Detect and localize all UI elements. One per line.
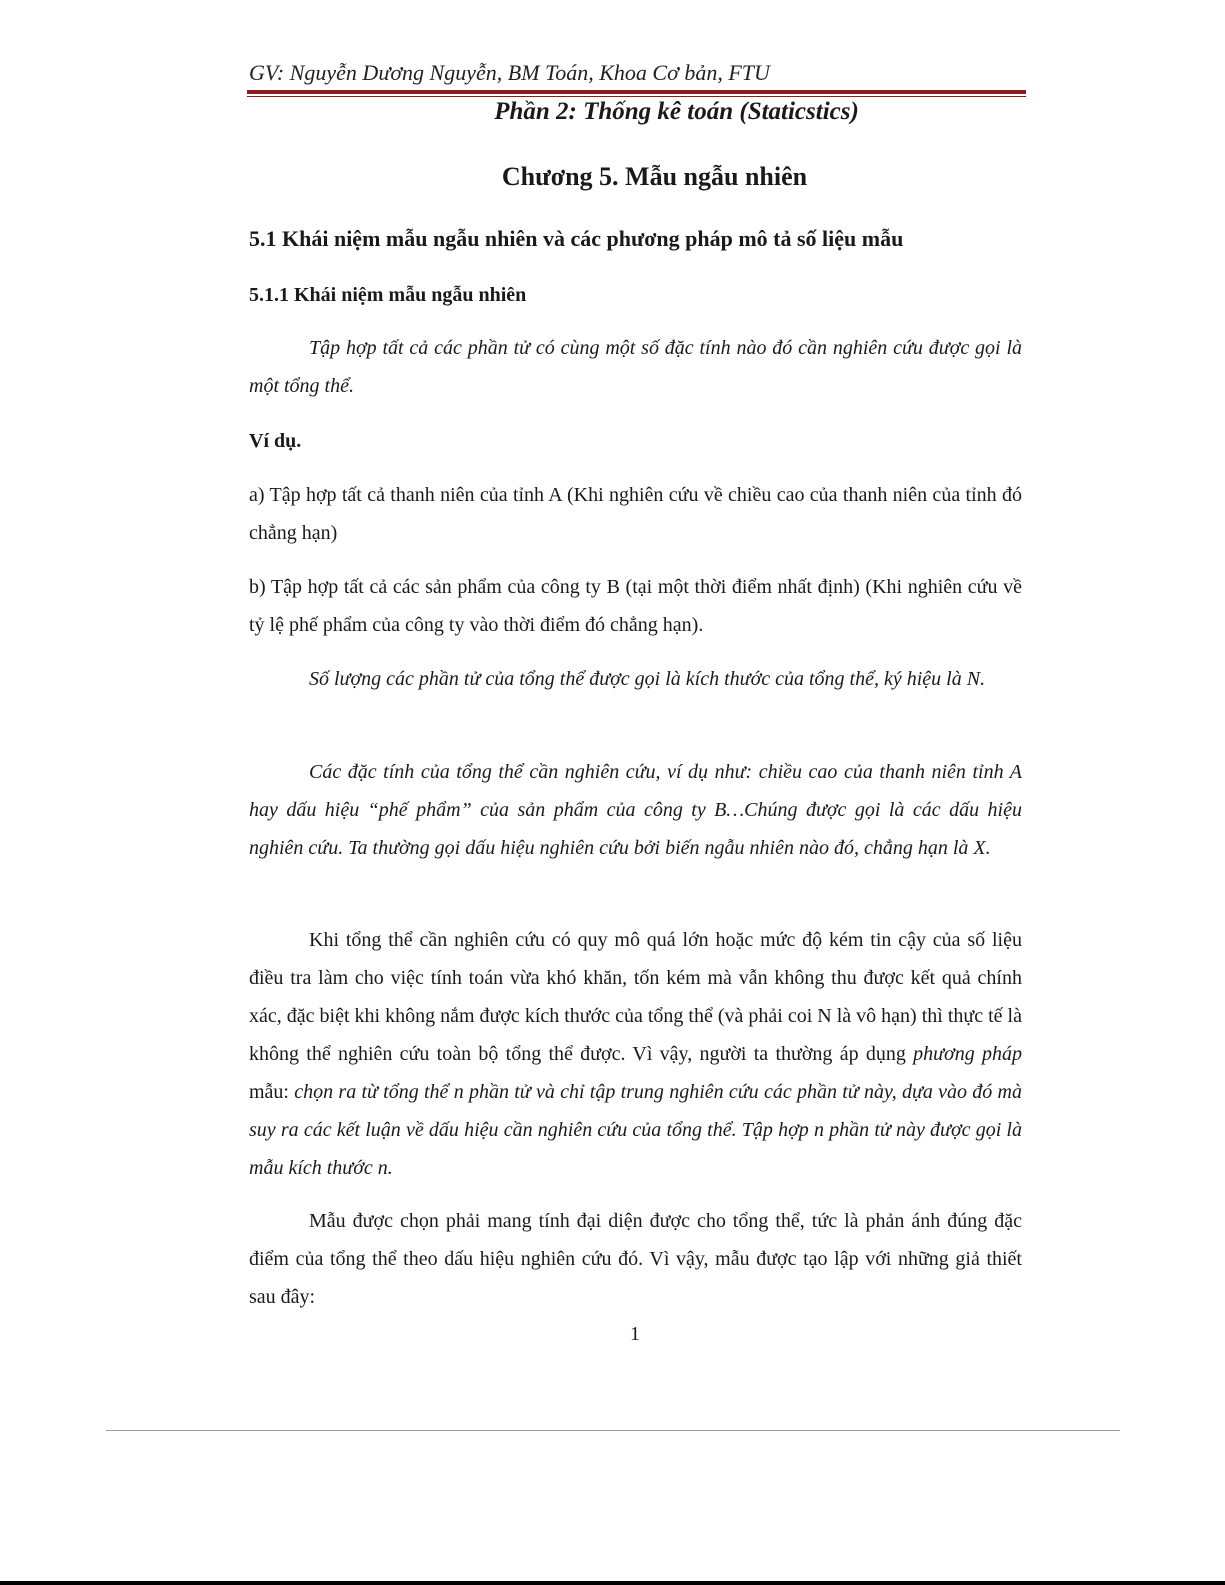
sampling-text-part-1: Khi tổng thể cần nghiên cứu có quy mô quá lớn hoặc mức độ kém tin cậy của số liệu điều tra làm cho việc tính toán vừa khó khăn, tốn kém mà vẫn không thu được kết quả chính xác, đặc biệt khi không nắm được kích thước của tổng thể (và phải coi N là vô hạn) thì thực tế là không thể nghiên cứu toàn bộ tổng thể được. Vì vậy, người ta thường áp dụng (249, 929, 1022, 1065)
example-label: Ví dụ. (249, 430, 302, 452)
paragraph-definition-population: Tập hợp tất cả các phần tử có cùng một số đặc tính nào đó cần nghiên cứu được gọi là một tổng thể. (249, 337, 1022, 397)
paragraph-example-b: b) Tập hợp tất cả các sản phẩm của công ty B (tại một thời điểm nhất định) (Khi nghiên cứu về tỷ lệ phế phẩm của công ty vào thời điểm đó chẳng hạn). (249, 576, 1022, 636)
sampling-text-part-4: chọn ra từ tổng thể n phần tử và chỉ tập trung nghiên cứu các phần tử này, dựa vào đó mà suy ra các kết luận về dấu hiệu cần nghiên cứu của tổng thể. Tập hợp n phần tử này được gọi là mẫu kích thước n. (249, 1081, 1022, 1179)
header-author-line: GV: Nguyễn Dương Nguyễn, BM Toán, Khoa Cơ bản, FTU (249, 60, 770, 85)
subsection-title: 5.1.1 Khái niệm mẫu ngẫu nhiên (249, 284, 527, 306)
bottom-edge-bar (0, 1581, 1225, 1585)
paragraph-population-size: Số lượng các phần tử của tổng thể được gọi là kích thước của tổng thể, ký hiệu là N. (309, 668, 986, 690)
header-rule-thin (247, 96, 1026, 97)
part-title: Phần 2: Thống kê toán (Staticstics) (494, 98, 859, 125)
header-rule (247, 90, 1026, 94)
paragraph-research-characteristics: Các đặc tính của tổng thể cần nghiên cứu, ví dụ như: chiều cao của thanh niên tỉnh A hay dấu hiệu “phế phẩm” của sản phẩm của công ty B…Chúng được gọi là các dấu hiệu nghiên cứu. Ta thường gọi dấu hiệu nghiên cứu bởi biến ngẫu nhiên nào đó, chẳng hạn là X. (249, 761, 1022, 859)
sampling-text-part-2: phương pháp (913, 1043, 1022, 1065)
paragraph-sampling-method (249, 921, 1022, 1187)
paragraph-example-a: a) Tập hợp tất cả thanh niên của tỉnh A (Khi nghiên cứu về chiều cao của thanh niên của tỉnh đó chẳng hạn) (249, 484, 1022, 544)
footer-rule (106, 1430, 1120, 1431)
paragraph-sample-representative: Mẫu được chọn phải mang tính đại diện được cho tổng thể, tức là phản ánh đúng đặc điểm của tổng thể theo dấu hiệu nghiên cứu đó. Vì vậy, mẫu được tạo lập với những giả thiết sau đây: (249, 1210, 1022, 1308)
page-number: 1 (630, 1323, 640, 1345)
chapter-title: Chương 5. Mẫu ngẫu nhiên (501, 162, 808, 191)
sampling-text-part-3: mẫu: (249, 1081, 295, 1103)
section-title: 5.1 Khái niệm mẫu ngẫu nhiên và các phương pháp mô tả số liệu mẫu (249, 226, 904, 251)
